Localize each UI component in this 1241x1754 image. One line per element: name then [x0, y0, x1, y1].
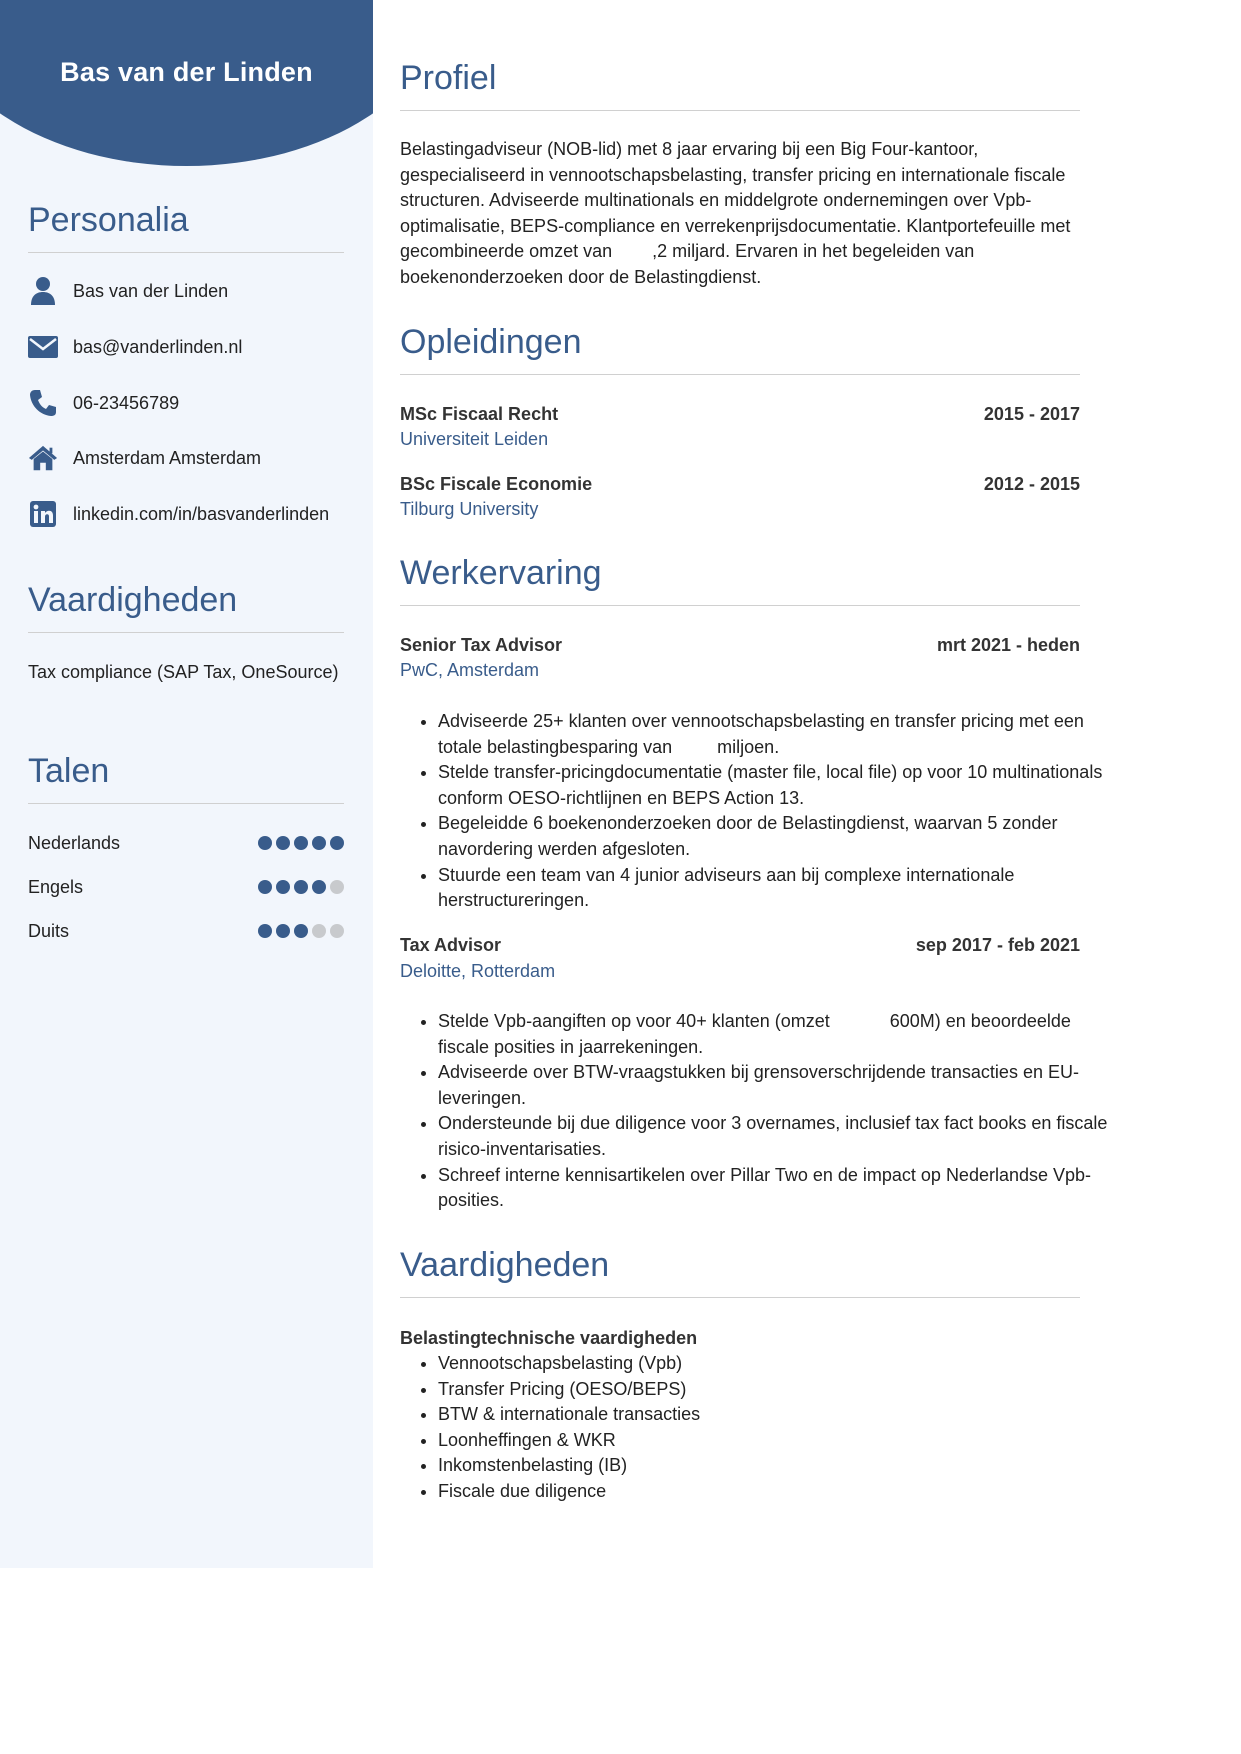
candidate-name: Bas van der Linden: [60, 57, 313, 87]
job-bullet: • Stelde transfer-pricingdocumentatie (master file, local file) op voor 10 multinationals conform OESO-richtlijnen en BEPS Action 13.: [438, 760, 1118, 811]
job-bullet: • Adviseerde over BTW-vraagstukken bij grensoverschrijdende transacties en EU-leveringen.: [438, 1060, 1118, 1111]
level-dot-filled: [258, 836, 272, 850]
education-period: 2012 - 2015: [983, 474, 1080, 494]
level-dot-filled: [330, 836, 344, 850]
contact-address-text: Amsterdam Amsterdam: [73, 447, 262, 468]
language-row: [28, 919, 344, 943]
level-dot-filled: [294, 836, 308, 850]
skills-list: [400, 1351, 1118, 1505]
linkedin-icon: [28, 499, 58, 529]
sidebar-skills-heading: Vaardigheden: [28, 580, 344, 633]
education-school: Tilburg University: [400, 499, 539, 519]
envelope-icon: [28, 332, 58, 362]
job-bullet: • Schreef interne kennisartikelen over Pillar Two en de impact op Nederlandse Vpb-posities.: [438, 1163, 1118, 1214]
contact-list: [28, 276, 344, 536]
skill-item: • Inkomstenbelasting (IB): [438, 1453, 1118, 1479]
job-company: PwC, Amsterdam: [400, 660, 540, 680]
sidebar-skills-text: Tax compliance (SAP Tax, OneSource): [28, 662, 339, 682]
level-dot-filled: [276, 880, 290, 894]
person-icon: [28, 276, 58, 306]
job-title: Senior Tax Advisor: [400, 635, 563, 655]
job-bullet: • Stuurde een team van 4 junior adviseurs aan bij complexe internationale herstructureringen.: [438, 863, 1118, 914]
main-skills-heading: Vaardigheden: [400, 1245, 1080, 1298]
job-bullets: [400, 1009, 1118, 1214]
contact-name: [28, 276, 228, 306]
languages-section: [28, 751, 344, 804]
languages-heading: Talen: [28, 751, 344, 804]
level-dot-filled: [312, 880, 326, 894]
language-name: Nederlands: [28, 832, 121, 853]
language-row: [28, 875, 344, 899]
job-period: sep 2017 - feb 2021: [915, 935, 1080, 955]
job-bullet-text: miljoen.: [717, 736, 780, 757]
profile-text-part: Belastingadviseur (NOB-lid) met 8 jaar ervaring bij een Big Four-kantoor, gespecialiseerd in vennootschapsbelasting, transfer pricing en internationale fiscale structuren. Adviseerde multinationals en middelgrote ondernemingen over Vpb-optimalisatie, BEPS-compliance en verrekenprijsdocumentatie. Klantportefeuille met gecombineerde omzet van: [400, 139, 1071, 262]
job-company: Deloitte, Rotterdam: [400, 961, 556, 981]
contact-email-text[interactable]: bas@vanderlinden.nl: [73, 336, 243, 357]
job-bullet: [438, 1009, 1118, 1060]
level-dot-empty: [330, 880, 344, 894]
education-degree: MSc Fiscaal Recht: [400, 404, 559, 424]
level-dot-filled: [312, 836, 326, 850]
contact-linkedin[interactable]: [28, 499, 329, 529]
contact-email[interactable]: [28, 332, 242, 362]
education-degree: BSc Fiscale Economie: [400, 474, 593, 494]
personalia-heading: Personalia: [28, 200, 344, 253]
job-bullet: • Ondersteunde bij due diligence voor 3 overnames, inclusief tax fact books en fiscale risico-inventarisaties.: [438, 1111, 1118, 1162]
job-bullets: [400, 709, 1118, 914]
level-dot-filled: [258, 880, 272, 894]
profile-text: [400, 137, 1080, 291]
education-school: Universiteit Leiden: [400, 429, 549, 449]
contact-address: [28, 443, 261, 473]
languages-list: [28, 831, 344, 951]
language-name: Engels: [28, 876, 84, 897]
skill-item: • Fiscale due diligence: [438, 1479, 1118, 1505]
job-bullet: [438, 709, 1118, 760]
phone-icon: [28, 388, 58, 418]
education-heading: Opleidingen: [400, 322, 1080, 375]
job-bullet: • Begeleidde 6 boekenonderzoeken door de Belastingdienst, waarvan 5 zonder navordering werden afgesloten.: [438, 811, 1118, 862]
level-dot-filled: [294, 880, 308, 894]
job-period: mrt 2021 - heden: [936, 635, 1080, 655]
contact-name-text: Bas van der Linden: [73, 280, 229, 301]
profile-heading: Profiel: [400, 58, 1080, 111]
language-row: [28, 831, 344, 855]
skills-subheading: Belastingtechnische vaardigheden: [400, 1328, 698, 1348]
job-bullet-text: Stelde Vpb-aangiften op voor 40+ klanten (omzet: [438, 1011, 830, 1031]
level-dot-filled: [258, 924, 272, 938]
personalia-section: [28, 200, 344, 253]
sidebar: [0, 0, 373, 1568]
skill-item: • Transfer Pricing (OESO/BEPS): [438, 1377, 1118, 1403]
level-dot-filled: [294, 924, 308, 938]
skill-item: • BTW & internationale transacties: [438, 1402, 1118, 1428]
job-bullet-text: 600M) en beoordeelde fiscale posities in jaarrekeningen.: [438, 1011, 1071, 1057]
job-bullet-text: Adviseerde 25+ klanten over vennootschapsbelasting en transfer pricing met een totale belastingbesparing van: [438, 711, 1084, 757]
contact-phone-text[interactable]: 06-23456789: [73, 392, 180, 413]
contact-phone[interactable]: [28, 388, 179, 418]
language-level-dots: [258, 880, 344, 894]
sidebar-skills-section: [28, 580, 344, 685]
language-name: Duits: [28, 920, 70, 941]
language-level-dots: [258, 924, 344, 938]
profile-text-part: ,2 miljard. Ervaren in het begeleiden van boekenonderzoeken door de Belastingdienst.: [400, 241, 975, 287]
work-heading: Werkervaring: [400, 553, 1080, 606]
home-icon: [28, 443, 58, 473]
level-dot-filled: [276, 924, 290, 938]
level-dot-filled: [276, 836, 290, 850]
contact-linkedin-text[interactable]: linkedin.com/in/basvanderlinden: [73, 503, 330, 524]
job-title: Tax Advisor: [400, 935, 502, 955]
level-dot-empty: [312, 924, 326, 938]
language-level-dots: [258, 836, 344, 850]
skill-item: • Loonheffingen & WKR: [438, 1428, 1118, 1454]
skill-item: • Vennootschapsbelasting (Vpb): [438, 1351, 1118, 1377]
education-period: 2015 - 2017: [983, 404, 1080, 424]
level-dot-empty: [330, 924, 344, 938]
